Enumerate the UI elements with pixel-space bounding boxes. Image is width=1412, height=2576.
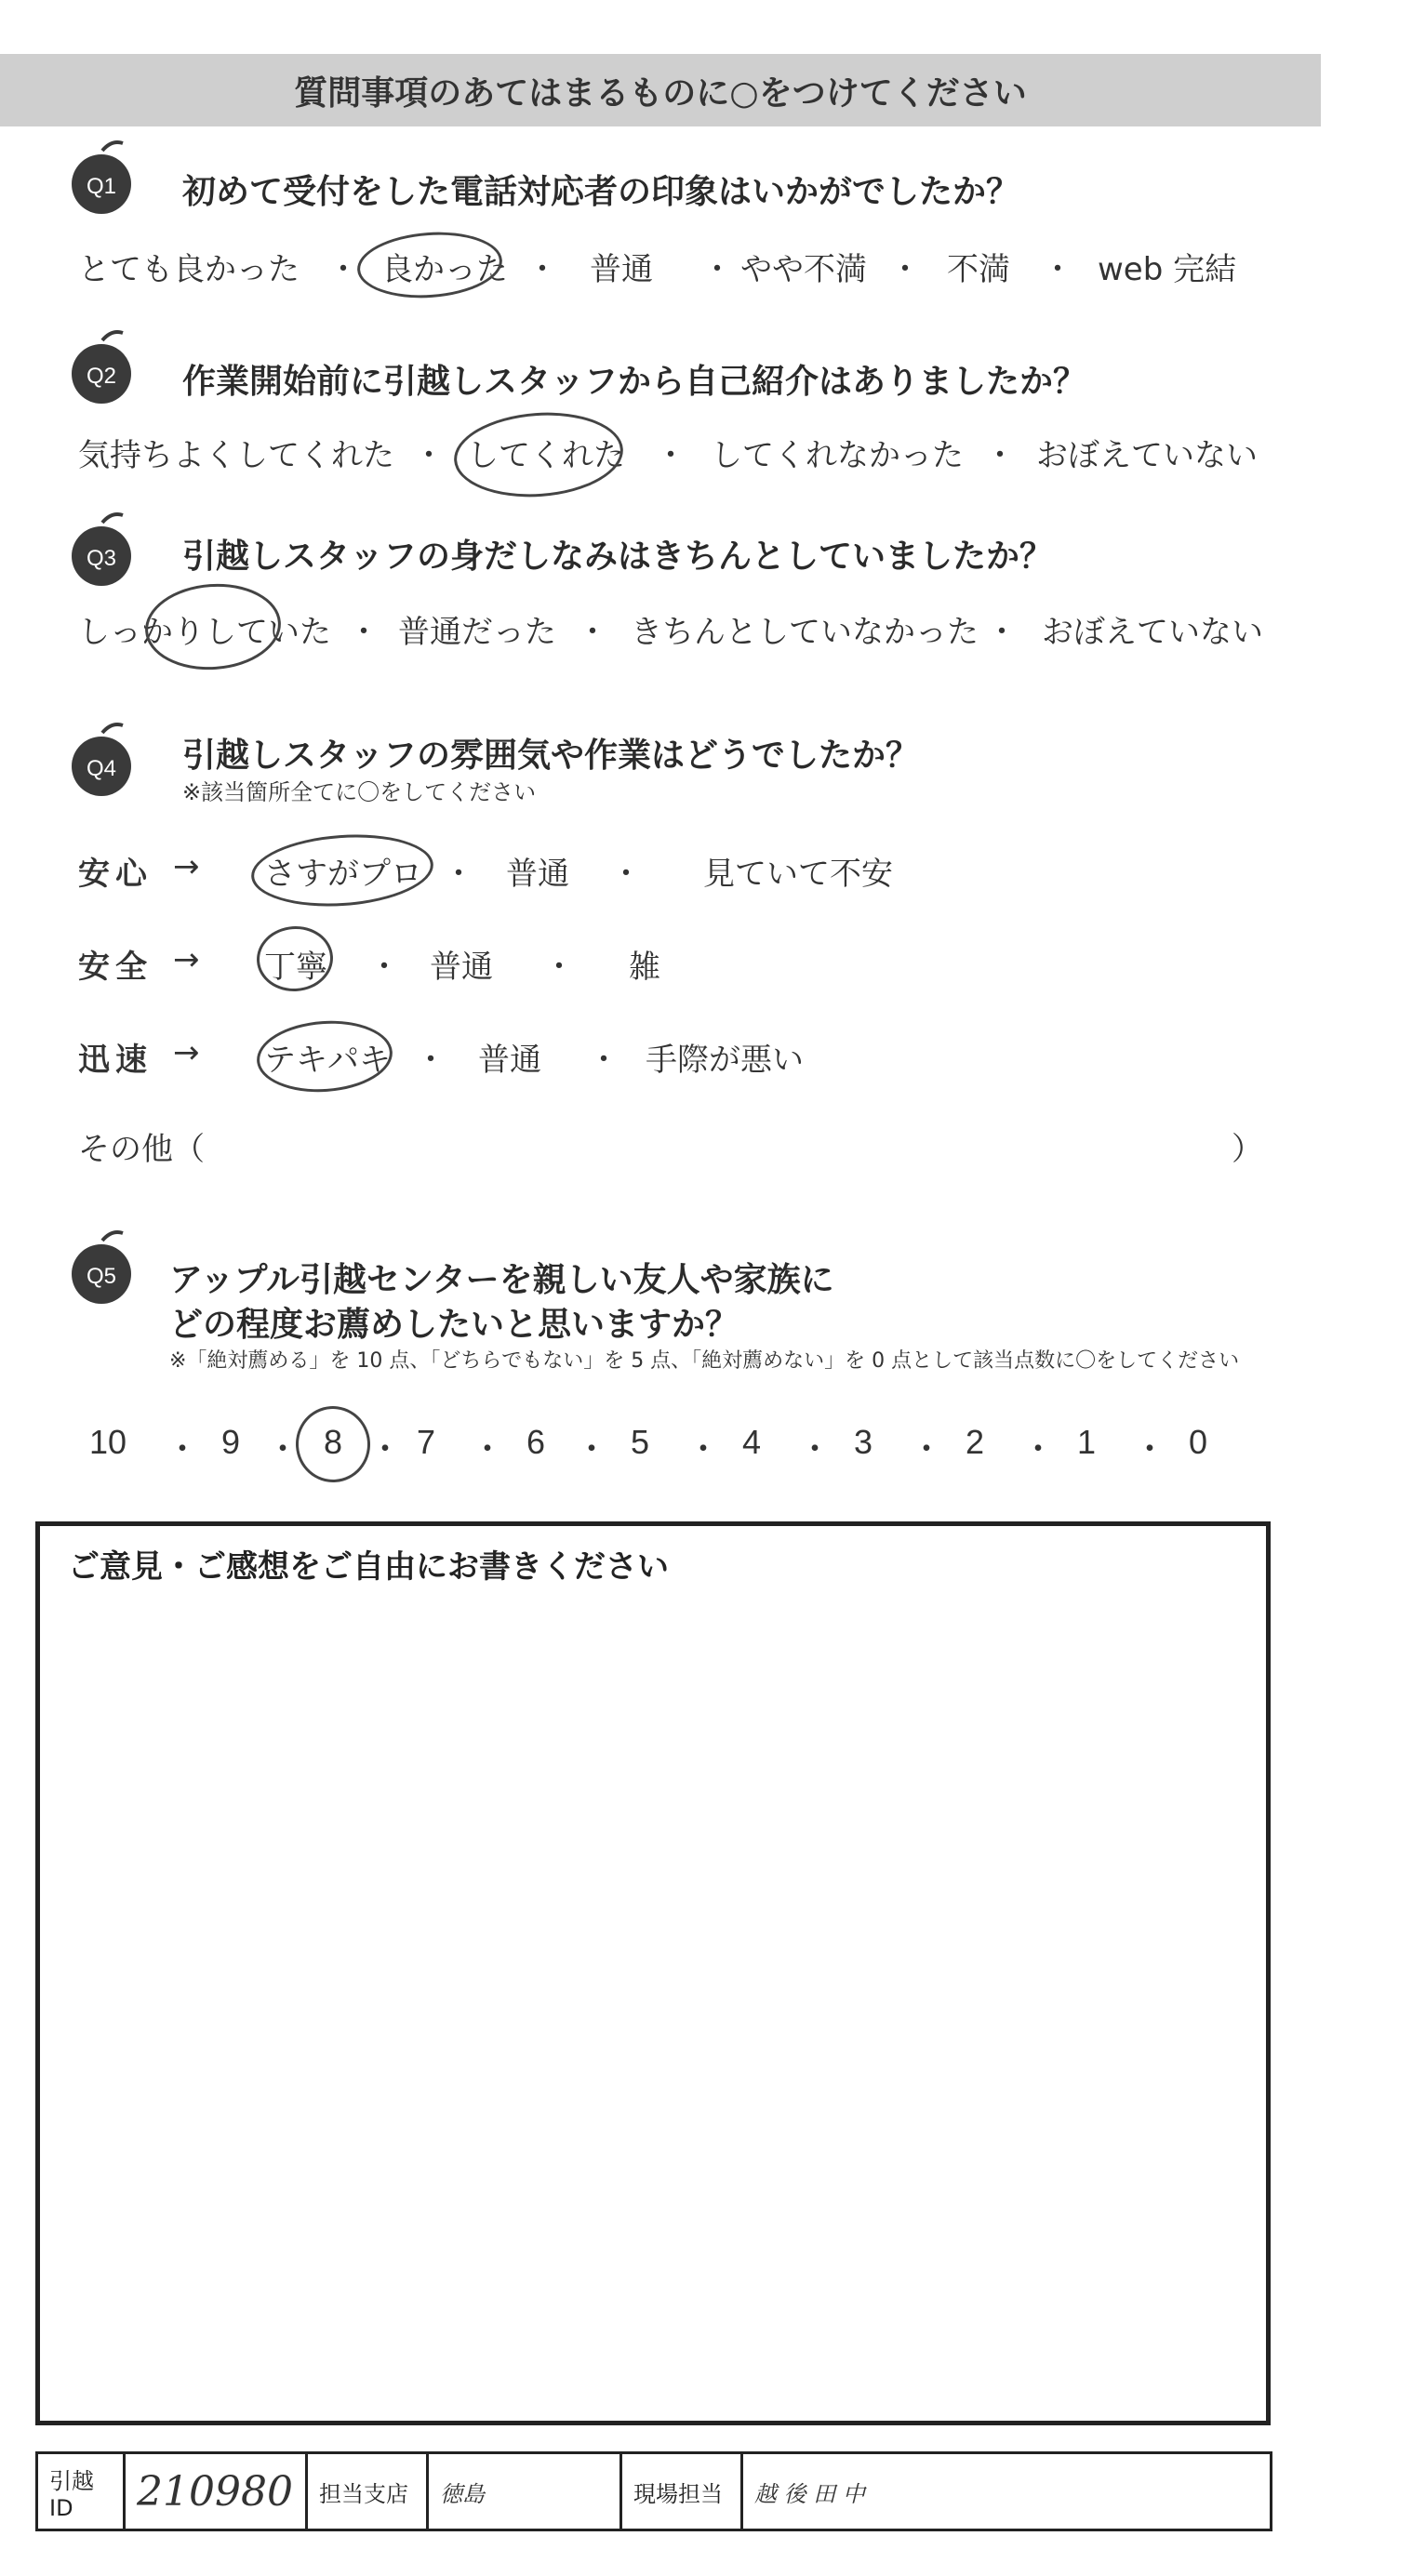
q4-anshin-arrow: → — [173, 848, 200, 885]
q4-title: 引越しスタッフの雰囲気や作業はどうでしたか？ — [182, 737, 920, 775]
q5-score-4[interactable]: 4 — [742, 1423, 762, 1461]
q1-option-6[interactable]: web 完結 — [1098, 251, 1237, 288]
q2-option-3[interactable]: してくれなかった — [711, 437, 964, 474]
q4-jinsoku-option-3[interactable]: 手際が悪い — [646, 1042, 804, 1079]
comment-box[interactable] — [35, 1521, 1271, 2425]
q4-anzen-label: 安全 — [78, 949, 153, 986]
q3-option-3[interactable]: きちんとしていなかった — [631, 614, 979, 651]
q1-option-3[interactable]: 普通 — [590, 251, 653, 288]
q2-selected-circle — [451, 407, 626, 502]
q4-anzen-option-3[interactable]: 雑 — [629, 949, 660, 986]
q4-anshin-label: 安心 — [78, 856, 153, 893]
q5-score-7[interactable]: 7 — [417, 1423, 436, 1461]
q4-jinsoku-selected-circle — [255, 1016, 395, 1096]
q5-note: ※「絶対薦める」を 10 点、「どちらでもない」を 5 点、「絶対薦めない」を 0 点として該当点数に〇をしてください — [169, 1349, 1240, 1373]
move-id-value: 210980 — [126, 2454, 308, 2529]
q4-anzen-option-1[interactable]: 丁寧 — [264, 949, 327, 986]
q5-score-1[interactable]: 1 — [1077, 1423, 1097, 1461]
comment-title: ご意見・ご感想をご自由にお書きください — [68, 1548, 669, 1586]
q5-score-2[interactable]: 2 — [966, 1423, 985, 1461]
q5-score-0[interactable]: 0 — [1189, 1423, 1208, 1461]
q3-options: しっかりしていた ・ 普通だった ・ きちんとしていなかった ・ おぼえていない — [78, 606, 1250, 647]
q4-badge-label: Q4 — [86, 756, 117, 781]
staff-value: 越 後 田 中 — [754, 2480, 865, 2507]
branch-label: 担当支店 — [308, 2454, 429, 2529]
q3-option-2[interactable]: 普通だった — [398, 614, 556, 651]
q1-selected-circle — [355, 228, 505, 303]
q4-anshin-option-3[interactable]: 見ていて不安 — [703, 856, 893, 893]
q5-score-row: 10 ・ 9 ・ 8 ・ 7 ・ 6 ・ 5 ・ 4 ・ 3 ・ 2 ・ 1 ・ 0 — [89, 1423, 1208, 1467]
q1-options: とても良かった ・ 良かった ・ 普通 ・ やや不満 ・ 不満 ・ web 完結 — [78, 244, 1250, 285]
apple-badge-q4-icon — [61, 720, 141, 800]
q3-option-4[interactable]: おぼえていない — [1042, 614, 1263, 651]
q4-jinsoku-label: 迅速 — [78, 1042, 153, 1079]
q5-score-6[interactable]: 6 — [526, 1423, 546, 1461]
survey-banner: 質問事項のあてはまるものに○をつけてください — [0, 54, 1321, 126]
q4-anzen-row: 安全 → 丁寧 ・ 普通 ・ 雑 — [78, 941, 660, 986]
q3-option-1[interactable]: しっかりしていた — [78, 614, 331, 651]
apple-badge-q2-icon — [61, 327, 141, 407]
q2-badge-label: Q2 — [86, 364, 117, 389]
q2-option-1[interactable]: 気持ちよくしてくれた — [78, 437, 394, 474]
q5-title-line2: どの程度お薦めしたいと思いますか？ — [169, 1306, 739, 1344]
q5-score-3[interactable]: 3 — [854, 1423, 873, 1461]
q2-title: 作業開始前に引越しスタッフから自己紹介はありましたか？ — [182, 363, 1087, 401]
q4-jinsoku-arrow: → — [173, 1034, 200, 1071]
q4-note: ※該当箇所全てに〇をしてください — [182, 779, 537, 805]
branch-value: 徳島 — [429, 2454, 622, 2529]
q4-anshin-selected-circle — [249, 829, 436, 911]
q1-option-4[interactable]: やや不満 — [740, 251, 867, 288]
q5-score-8[interactable]: 8 — [324, 1423, 343, 1461]
q1-option-5[interactable]: 不満 — [947, 251, 1010, 288]
staff-label: 現場担当 — [622, 2454, 743, 2529]
q5-selected-circle — [293, 1403, 373, 1484]
q5-score-9[interactable]: 9 — [221, 1423, 241, 1461]
q5-score-10[interactable]: 10 — [89, 1423, 127, 1461]
q4-jinsoku-option-1[interactable]: テキパキ — [264, 1042, 391, 1079]
q1-option-1[interactable]: とても良かった — [78, 251, 300, 288]
q4-other-close: ） — [1232, 1131, 1263, 1168]
footer-table — [35, 2451, 1272, 2531]
q3-title: 引越しスタッフの身だしなみはきちんとしていましたか？ — [182, 538, 1054, 576]
apple-badge-q3-icon — [61, 510, 141, 590]
q2-option-2[interactable]: してくれた — [467, 437, 625, 474]
q5-badge-label: Q5 — [86, 1264, 117, 1289]
move-id-label: 引越 ID — [38, 2454, 126, 2529]
q4-other-label: その他（ — [78, 1131, 205, 1168]
q2-option-4[interactable]: おぼえていない — [1036, 437, 1258, 474]
q4-anzen-option-2[interactable]: 普通 — [430, 949, 493, 986]
q4-anshin-row: 安心 → さすがプロ ・ 普通 ・ 見ていて不安 — [78, 848, 893, 893]
apple-badge-q1-icon — [61, 138, 141, 218]
q4-jinsoku-option-2[interactable]: 普通 — [478, 1042, 541, 1079]
apple-badge-q5-icon — [61, 1228, 141, 1308]
q1-option-2[interactable]: 良かった — [381, 251, 508, 288]
q4-other-row — [78, 1123, 1263, 1168]
q3-selected-circle — [142, 579, 284, 674]
q4-anshin-option-2[interactable]: 普通 — [506, 856, 569, 893]
q1-title: 初めて受付をした電話対応者の印象はいかがでしたか？ — [182, 173, 1020, 211]
q4-jinsoku-row: 迅速 → テキパキ ・ 普通 ・ 手際が悪い — [78, 1034, 804, 1079]
q4-anshin-option-1[interactable]: さすがプロ — [264, 856, 422, 893]
q4-anzen-arrow: → — [173, 941, 200, 978]
q5-title-line1: アップル引越センターを親しい友人や家族に — [169, 1261, 834, 1299]
q2-options: 気持ちよくしてくれた ・ してくれた ・ してくれなかった ・ おぼえていない — [78, 430, 1250, 471]
q5-score-5[interactable]: 5 — [631, 1423, 650, 1461]
q3-badge-label: Q3 — [86, 546, 117, 571]
q1-badge-label: Q1 — [86, 174, 117, 199]
